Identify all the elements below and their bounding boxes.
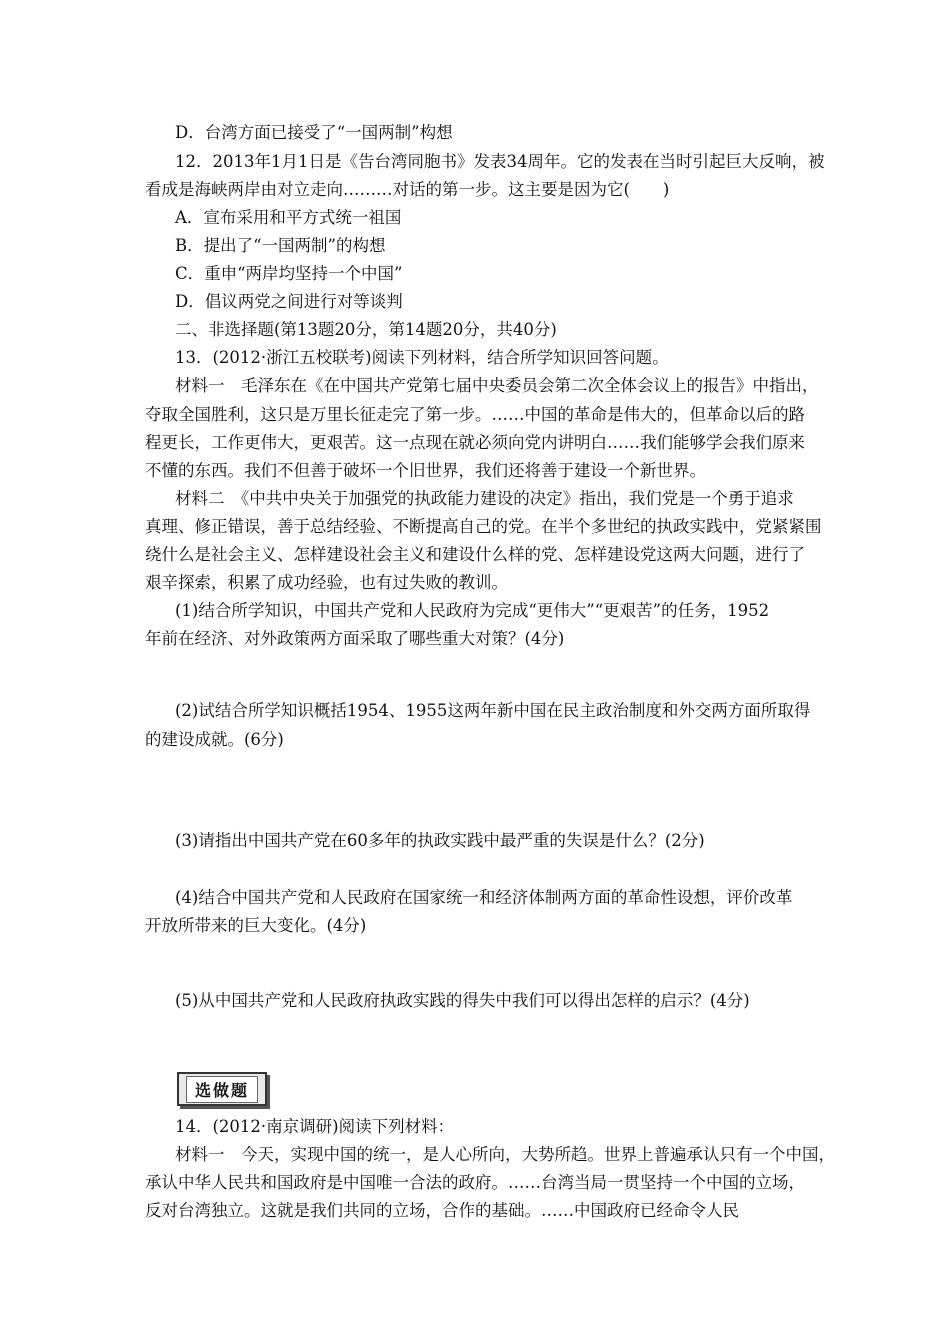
sub-question-4-line-1: (4)结合中国共产党和人民政府在国家统一和经济体制两方面的革命性设想，评价改革 (175, 888, 793, 907)
material-2-line-1: 材料二 《中共中央关于加强党的执政能力建设的决定》指出，我们党是一个勇于追求 (175, 489, 794, 508)
material-2-line-3: 绕什么是社会主义、怎样建设社会主义和建设什么样的党、怎样建设党这两大问题，进行了 (145, 545, 805, 564)
sub-question-4-line-2: 开放所带来的巨大变化。(4分) (145, 916, 367, 935)
sub-question-1-line-2: 年前在经济、对外政策两方面采取了哪些重大对策？(4分) (145, 629, 565, 648)
option-d-q11: D．台湾方面已接受了“一国两制”构想 (175, 123, 453, 142)
question-13-stem: 13．(2012·浙江五校联考)阅读下列材料，结合所学知识回答问题。 (175, 348, 669, 367)
sub-question-2-line-1: (2)试结合所学知识概括1954、1955这两年新中国在民主政治制度和外交两方面所取得 (175, 701, 811, 720)
elective-badge (177, 1072, 267, 1106)
material-2-line-4: 艰辛探索，积累了成功经验，也有过失败的教训。 (145, 573, 508, 592)
material-1-line-2: 夺取全国胜利，这只是万里长征走完了第一步。……中国的革命是伟大的，但革命以后的路 (145, 405, 805, 424)
q14-material-1-line-3: 反对台湾独立。这就是我们共同的立场，合作的基础。……中国政府已经命令人民 (145, 1201, 739, 1220)
q14-material-1-line-2: 承认中华人民共和国政府是中国唯一合法的政府。……台湾当局一贯坚持一个中国的立场， (145, 1173, 805, 1192)
question-14-stem: 14．(2012·南京调研)阅读下列材料： (175, 1117, 455, 1136)
option-a-q12: A．宣布采用和平方式统一祖国 (175, 208, 402, 227)
option-b-q12: B．提出了“一国两制”的构想 (175, 236, 386, 255)
section-heading: 二、非选择题(第13题20分，第14题20分，共40分) (175, 320, 557, 339)
material-1-line-4: 不懂的东西。我们不但善于破坏一个旧世界，我们还将善于建设一个新世界。 (145, 461, 706, 480)
sub-question-2-line-2: 的建设成就。(6分) (145, 730, 284, 749)
question-12-stem-cont: 看成是海峡两岸由对立走向………对话的第一步。这主要是因为它( ) (145, 180, 670, 199)
option-c-q12: C．重申“两岸均坚持一个中国” (175, 264, 403, 283)
material-1-line-3: 程更长，工作更伟大，更艰苦。这一点现在就必须向党内讲明白……我们能够学会我们原来 (145, 433, 805, 452)
q14-material-1-line-1: 材料一 今天，实现中国的统一，是人心所向，大势所趋。世界上普遍承认只有一个中国， (175, 1145, 835, 1164)
material-1-line-1: 材料一 毛泽东在《在中国共产党第七届中央委员会第二次全体会议上的报告》中指出， (175, 376, 819, 395)
elective-badge-label: 选做题 (186, 1076, 258, 1103)
question-12-stem: 12．2013年1月1日是《告台湾同胞书》发表34周年。它的发表在当时引起巨大反响，被 (175, 152, 825, 171)
sub-question-3: (3)请指出中国共产党在60多年的执政实践中最严重的失误是什么？(2分) (175, 831, 705, 850)
material-2-line-2: 真理、修正错误，善于总结经验、不断提高自己的党。在半个多世纪的执政实践中，党紧紧围 (145, 517, 822, 536)
sub-question-1-line-1: (1)结合所学知识，中国共产党和人民政府为完成“更伟大”“更艰苦”的任务，1952 (175, 601, 770, 620)
option-d-q12: D．倡议两党之间进行对等谈判 (175, 292, 403, 311)
sub-question-5: (5)从中国共产党和人民政府执政实践的得失中我们可以得出怎样的启示？(4分) (175, 991, 750, 1010)
